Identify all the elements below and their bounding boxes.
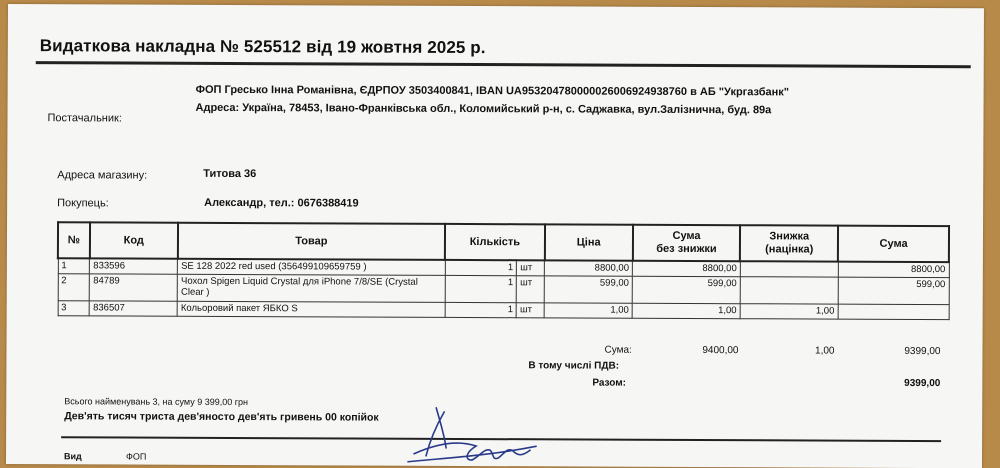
store-address-label: Адреса магазину: xyxy=(57,169,148,182)
grand-total-label: Разом: xyxy=(592,377,627,389)
cell-price: 1,00 xyxy=(544,303,632,318)
items-count-line: Всього найменувань 3, на суму 9 399,00 грн xyxy=(64,396,249,408)
header-code: Код xyxy=(90,222,178,258)
vat-label: В тому числі ПДВ: xyxy=(528,360,620,372)
sum-label: Сума: xyxy=(604,344,632,356)
header-price: Ціна xyxy=(545,224,633,260)
cell-sum-no-discount: 599,00 xyxy=(632,276,740,303)
amount-in-words: Дев'ять тисяч триста дев'яносто дев'ять гривень 00 копійок xyxy=(64,410,379,424)
cell-discount: 1,00 xyxy=(740,304,838,319)
cell-code: 836507 xyxy=(90,301,178,316)
header-discount-line2: (націнка) xyxy=(765,243,814,256)
cell-no: 1 xyxy=(58,258,90,274)
header-qty: Кількість xyxy=(445,224,545,260)
table-row xyxy=(58,301,949,320)
buyer-value: Александр, тел.: 0676388419 xyxy=(204,196,359,210)
cell-qty: 1 xyxy=(445,302,517,317)
grand-total-value: 9399,00 xyxy=(904,377,941,390)
cell-sum xyxy=(838,304,949,319)
invoice-paper xyxy=(6,4,984,468)
title-divider xyxy=(36,61,971,68)
header-discount xyxy=(740,225,838,261)
header-no: № xyxy=(58,222,90,258)
footer-label-1: Вид xyxy=(64,451,82,462)
cell-unit: шт xyxy=(517,303,545,318)
cell-item: SE 128 2022 red used (356499109659759 ) xyxy=(178,259,445,276)
cell-qty: 1 xyxy=(445,275,517,302)
cell-no: 3 xyxy=(58,301,90,316)
supplier-label: Постачальник: xyxy=(47,112,122,125)
store-address-value: Титова 36 xyxy=(203,167,257,181)
cell-sum: 8800,00 xyxy=(838,262,949,278)
header-item: Товар xyxy=(178,223,445,260)
header-discount-line1: Знижка xyxy=(769,230,810,243)
cell-unit: шт xyxy=(517,260,545,276)
supplier-details: ФОП Гресько Інна Романівна, ЄДРПОУ 3503400841, IBAN UA953204780000026006924938760 в АБ "Укргазбанк" xyxy=(195,83,790,99)
buyer-label: Покупець: xyxy=(57,197,109,210)
cell-price: 8800,00 xyxy=(545,260,633,276)
table-header-row xyxy=(58,222,949,262)
sum-no-discount-total: 9400,00 xyxy=(702,345,739,357)
invoice-title: Видаткова накладна № 525512 від 19 жовтня 2025 р. xyxy=(39,36,486,58)
cell-discount xyxy=(740,277,838,304)
items-table xyxy=(57,221,950,320)
cell-qty: 1 xyxy=(445,260,517,276)
header-sum-no-discount-line1: Сума xyxy=(672,229,701,243)
cell-code: 84789 xyxy=(90,274,178,301)
handwritten-signature xyxy=(406,404,556,467)
discount-total: 1,00 xyxy=(815,345,835,357)
cell-code: 833596 xyxy=(90,258,178,274)
cell-sum-no-discount: 8800,00 xyxy=(632,261,740,277)
sum-total: 9399,00 xyxy=(904,345,941,358)
cell-item: Кольоровий пакет ЯБКО S xyxy=(177,301,444,317)
cell-unit: шт xyxy=(517,276,545,303)
header-sum: Сума xyxy=(838,226,949,262)
cell-sum-no-discount: 1,00 xyxy=(632,303,740,318)
header-sum-no-discount xyxy=(633,225,741,261)
table-row xyxy=(58,274,949,305)
supplier-address: Адреса: Україна, 78453, Івано-Франківська обл., Коломийський р-н, с. Саджавка, вул.Залізнична, буд. 89а xyxy=(195,101,772,117)
cell-discount xyxy=(740,261,838,277)
cell-sum: 599,00 xyxy=(838,277,949,304)
cell-item: Чохол Spigen Liquid Crystal для iPhone 7/8/SE (Crystal Clear ) xyxy=(177,274,444,302)
cell-no: 2 xyxy=(58,274,90,301)
footer-label-2: ФОП xyxy=(126,451,147,462)
cell-price: 599,00 xyxy=(545,276,633,303)
header-sum-no-discount-line2: без знижки xyxy=(656,242,717,256)
